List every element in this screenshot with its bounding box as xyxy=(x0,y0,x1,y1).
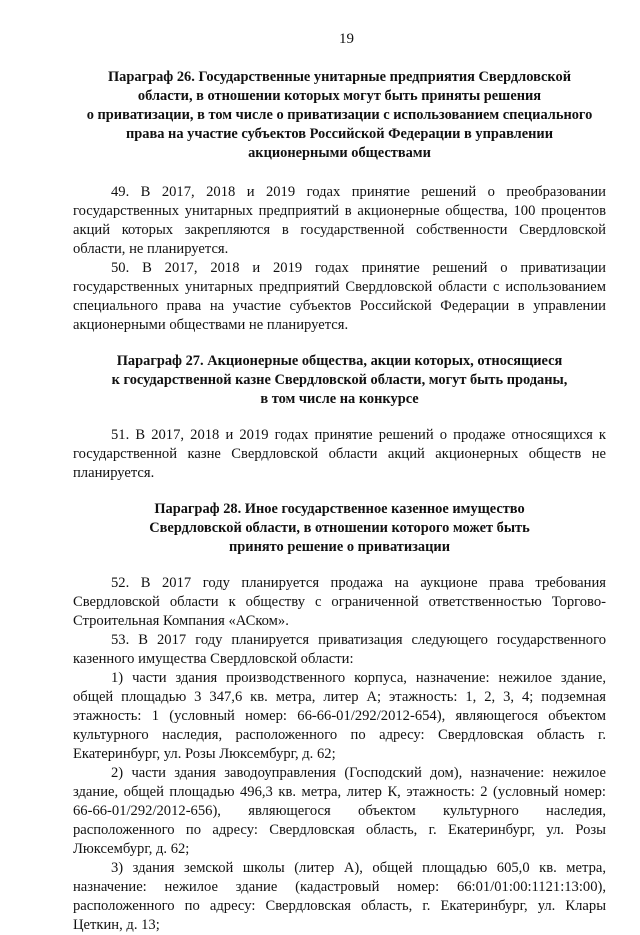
heading-line: в том числе на конкурсе xyxy=(260,391,419,407)
heading-line: права на участие субъектов Российской Федерации в управлении xyxy=(126,126,553,142)
list-item-2: 2) части здания заводоуправления (Господский дом), назначение: нежилое здание, общей площадью 496,3 кв. метра, литер К, этажность: 2 (условный номер: 66-66-01/292/2012-656), являющегося объектом культурного наследия, расположенного по адресу: Свердловская область, г. Екатеринбург, ул. Розы Люксембург, д. 62; xyxy=(73,765,606,857)
list-item-1: 1) части здания производственного корпуса, назначение: нежилое здание, общей площадью 3 347,6 кв. метра, литер А; этажность: 1, 2, 3, 4; подземная этажность: 1 (условный номер: 66-66-01/292/2012-654), являющегося объектом культурного наследия, расположенного по адресу: Свердловская область г. Екатеринбург, ул. Розы Люксембург, д. 62; xyxy=(73,670,606,762)
clause-51: 51. В 2017, 2018 и 2019 годах принятие решений о продаже относящихся к государственной казне Свердловской области акций акционерных обществ не планируется. xyxy=(73,427,606,481)
clause-49: 49. В 2017, 2018 и 2019 годах принятие решений о преобразовании государственных унитарных предприятий в акционерные общества, 100 процентов акций которых закрепляются в государственной собственности Свердловской области, не планируется. xyxy=(73,184,606,257)
page-number: 19 xyxy=(339,31,354,47)
heading-line: Параграф 28. Иное государственное казенное имущество xyxy=(154,501,525,517)
heading-line: Свердловской области, в отношении которого может быть xyxy=(149,520,530,536)
clause-53: 53. В 2017 году планируется приватизация следующего государственного казенного имущества Свердловской области: xyxy=(73,632,606,667)
heading-line: к государственной казне Свердловской области, могут быть проданы, xyxy=(111,372,568,388)
list-item-3: 3) здания земской школы (литер А), общей площадью 605,0 кв. метра, назначение: нежилое здание (кадастровый номер: 66:01/01:00:1121:13:00), расположенного по адресу: Свердловская область, г. Екатеринбург, ул. Клары Цеткин, д. 13; xyxy=(73,860,606,933)
heading-line: акционерными обществами xyxy=(248,145,431,161)
paragraph-26-heading xyxy=(73,68,606,163)
heading-line: принято решение о приватизации xyxy=(228,539,451,555)
heading-line: Параграф 27. Акционерные общества, акции которых, относящиеся xyxy=(116,353,563,369)
heading-line: области, в отношении которых могут быть приняты решения xyxy=(137,88,542,104)
paragraph-28-heading xyxy=(73,500,606,557)
paragraph-27-heading xyxy=(73,352,606,409)
clause-52: 52. В 2017 году планируется продажа на аукционе права требования Свердловской области к обществу с ограниченной ответственностью Торгово-Строительная Компания «АСком». xyxy=(73,575,606,629)
clause-50: 50. В 2017, 2018 и 2019 годах принятие решений о приватизации государственных унитарных предприятий Свердловской области с использованием специального права на участие субъектов Российской Федерации в управлении акционерными обществами не планируется. xyxy=(73,260,606,333)
heading-line: Параграф 26. Государственные унитарные предприятия Свердловской xyxy=(107,69,572,85)
heading-line: о приватизации, в том числе о приватизации с использованием специального xyxy=(86,107,593,123)
